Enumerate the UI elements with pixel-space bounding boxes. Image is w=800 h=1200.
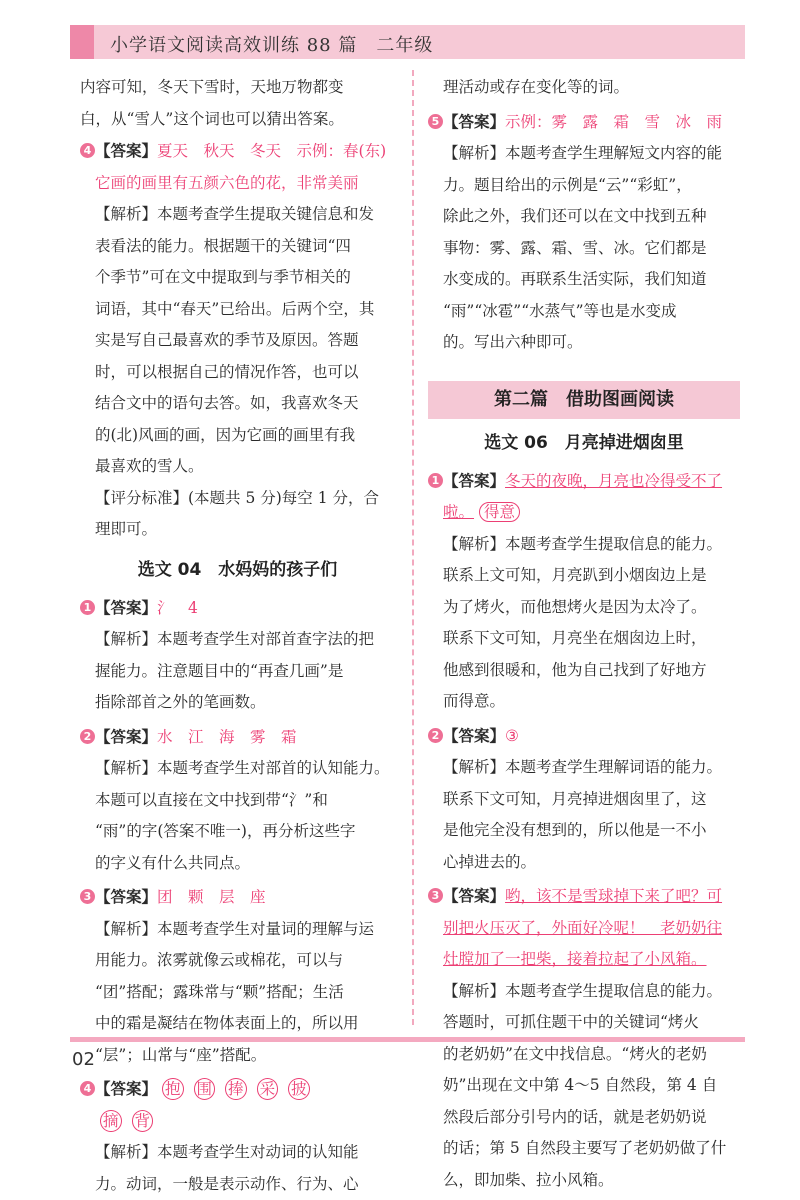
question-number: 1	[80, 600, 95, 615]
analysis-line: 水变成的。再联系生活实际，我们知道	[443, 264, 740, 296]
analysis-line: 他感到很暖和，他为自己找到了好地方	[443, 655, 740, 687]
analysis-line: 【解析】本题考查学生对部首查字法的把	[95, 624, 395, 656]
left-column	[80, 72, 395, 1200]
analysis-line: 力。动词，一般是表示动作、行为、心	[95, 1169, 395, 1200]
analysis-line: 而得意。	[443, 686, 740, 718]
answer-text: 水 江 海 雾 霜	[157, 728, 297, 746]
analysis-line: 是他完全没有想到的，所以他是一不小	[443, 815, 740, 847]
answer-text: 啦。	[443, 503, 474, 521]
analysis-line: 的。写出六种即可。	[443, 327, 740, 359]
analysis-line: 的话；第 5 自然段主要写了老奶奶做了什	[443, 1133, 740, 1165]
analysis-line: 联系上文可知，月亮趴到小烟囱边上是	[443, 560, 740, 592]
answer-text: 别把火压灭了，外面好冷呢！ 老奶奶往	[443, 913, 740, 945]
analysis-line: 实是写自己最喜欢的季节及原因。答题	[95, 325, 395, 357]
answer-tag: 【答案】	[443, 112, 505, 131]
question-number: 2	[80, 729, 95, 744]
question-number: 3	[428, 888, 443, 903]
answer-text: 氵 4	[157, 599, 198, 617]
analysis-line: 的字义有什么共同点。	[95, 848, 395, 880]
intro-line: 白，从“雪人”这个词也可以猜出答案。	[80, 104, 395, 136]
analysis-line: 的(北)风画的画，因为它画的画里有我	[95, 420, 395, 452]
answer-text: 冬天的夜晚，月亮也冷得受不了	[505, 472, 722, 490]
analysis-line: 为了烤火，而他想烤火是因为太冷了。	[443, 592, 740, 624]
analysis-line: 表看法的能力。根据题干的关键词“四	[95, 231, 395, 263]
column-divider	[412, 70, 414, 1025]
question-5	[428, 106, 740, 359]
analysis-line: 【解析】本题考查学生对部首的认知能力。	[95, 753, 395, 785]
analysis-line: 最喜欢的雪人。	[95, 451, 395, 483]
analysis-line: 【解析】本题考查学生理解短文内容的能	[443, 138, 740, 170]
section-title: 选文 04 水妈妈的孩子们	[80, 552, 395, 588]
analysis-line: 答题时，可抓住题干中的关键词“烤火	[443, 1007, 740, 1039]
scoring-line: 理即可。	[95, 514, 395, 546]
analysis-line: 本题可以直接在文中找到带“氵”和	[95, 785, 395, 817]
question-1	[428, 465, 740, 718]
question-2	[80, 721, 395, 880]
circled-answer: 采	[257, 1078, 279, 1100]
analysis-line: 【解析】本题考查学生对量词的理解与运	[95, 914, 395, 946]
question-number: 5	[428, 114, 443, 129]
analysis-line: “雨”的字(答案不唯一)，再分析这些字	[95, 816, 395, 848]
answer-tag: 【答案】	[95, 727, 157, 746]
right-column	[428, 72, 740, 1196]
analysis-line: 【解析】本题考查学生提取信息的能力。	[443, 529, 740, 561]
question-4b	[80, 1073, 395, 1200]
question-number: 3	[80, 889, 95, 904]
answer-text: 它画的画里有五颜六色的花，非常美丽	[95, 168, 395, 200]
analysis-line: 词语，其中“春天”已给出。后两个空，其	[95, 294, 395, 326]
answer-text: ③	[505, 727, 519, 745]
question-number: 4	[80, 1081, 95, 1096]
book-title: 小学语文阅读高效训练 88 篇 二年级	[110, 31, 433, 57]
intro-line: 内容可知，冬天下雪时，天地万物都变	[80, 72, 395, 104]
analysis-line: 用能力。浓雾就像云或棉花，可以与	[95, 945, 395, 977]
analysis-line: “层”；山常与“座”搭配。	[95, 1040, 395, 1072]
circled-answer: 抱	[162, 1078, 184, 1100]
answer-text: 灶膛加了一把柴，接着拉起了小风箱。	[443, 944, 740, 976]
circled-answer: 围	[194, 1078, 216, 1100]
question-number: 2	[428, 728, 443, 743]
answer-tag: 【答案】	[95, 1079, 157, 1098]
answer-tag: 【答案】	[443, 886, 505, 905]
question-4	[80, 135, 395, 546]
chapter-title: 第二篇 借助图画阅读	[428, 381, 740, 419]
analysis-line: 联系下文可知，月亮掉进烟囱里了，这	[443, 784, 740, 816]
analysis-line: 联系下文可知，月亮坐在烟囱边上时，	[443, 623, 740, 655]
analysis-line: 个季节”可在文中提取到与季节相关的	[95, 262, 395, 294]
circled-answer: 背	[132, 1110, 154, 1132]
analysis-line: 心掉进去的。	[443, 847, 740, 879]
circled-answer: 披	[288, 1078, 310, 1100]
analysis-line: 【解析】本题考查学生理解词语的能力。	[443, 752, 740, 784]
circled-answer: 捧	[225, 1078, 247, 1100]
answer-text: 团 颗 层 座	[157, 888, 266, 906]
intro-line: 理活动或存在变化等的词。	[443, 72, 740, 104]
analysis-line: 事物：雾、露、霜、雪、冰。它们都是	[443, 233, 740, 265]
analysis-line: 【解析】本题考查学生提取信息的能力。	[443, 976, 740, 1008]
analysis-line: “雨”“冰雹”“水蒸气”等也是水变成	[443, 296, 740, 328]
scoring-line: 【评分标准】(本题共 5 分)每空 1 分，合	[95, 483, 395, 515]
analysis-line: 中的霜是凝结在物体表面上的，所以用	[95, 1008, 395, 1040]
analysis-line: 么，即加柴、拉小风箱。	[443, 1165, 740, 1197]
answer-tag: 【答案】	[443, 471, 505, 490]
analysis-line: 指除部首之外的笔画数。	[95, 687, 395, 719]
question-number: 4	[80, 143, 95, 158]
analysis-line: 奶”出现在文中第 4～5 自然段，第 4 自	[443, 1070, 740, 1102]
footer-line	[70, 1037, 745, 1042]
answer-text: 夏天 秋天 冬天 示例：春(东)	[157, 142, 386, 160]
analysis-line: 【解析】本题考查学生提取关键信息和发	[95, 199, 395, 231]
analysis-line: 的老奶奶”在文中找信息。“烤火的老奶	[443, 1039, 740, 1071]
page-number: 02	[72, 1049, 95, 1070]
section-title: 选文 06 月亮掉进烟囱里	[428, 425, 740, 461]
answer-text: 哟，该不是雪球掉下来了吧？可	[505, 887, 722, 905]
analysis-line: 力。题目给出的示例是“云”“彩虹”，	[443, 170, 740, 202]
answer-text: 示例：雾 露 霜 雪 冰 雨	[505, 113, 722, 131]
question-number: 1	[428, 473, 443, 488]
analysis-line: 结合文中的语句去答。如，我喜欢冬天	[95, 388, 395, 420]
answer-tag: 【答案】	[443, 726, 505, 745]
analysis-line: 然段后部分引号内的话，就是老奶奶说	[443, 1102, 740, 1134]
analysis-line: 时，可以根据自己的情况作答，也可以	[95, 357, 395, 389]
circled-answer: 摘	[100, 1110, 122, 1132]
answer-tag: 【答案】	[95, 598, 157, 617]
answer-tag: 【答案】	[95, 141, 157, 160]
question-2	[428, 720, 740, 879]
analysis-line: 除此之外，我们还可以在文中找到五种	[443, 201, 740, 233]
answer-tag: 【答案】	[95, 887, 157, 906]
circled-answer: 得意	[479, 502, 520, 522]
analysis-line: 握能力。注意题目中的“再查几画”是	[95, 656, 395, 688]
analysis-line: 【解析】本题考查学生对动词的认知能	[95, 1137, 395, 1169]
question-3	[80, 881, 395, 1071]
analysis-line: “团”搭配；露珠常与“颗”搭配；生活	[95, 977, 395, 1009]
question-1	[80, 592, 395, 719]
header-accent-block	[70, 25, 94, 59]
